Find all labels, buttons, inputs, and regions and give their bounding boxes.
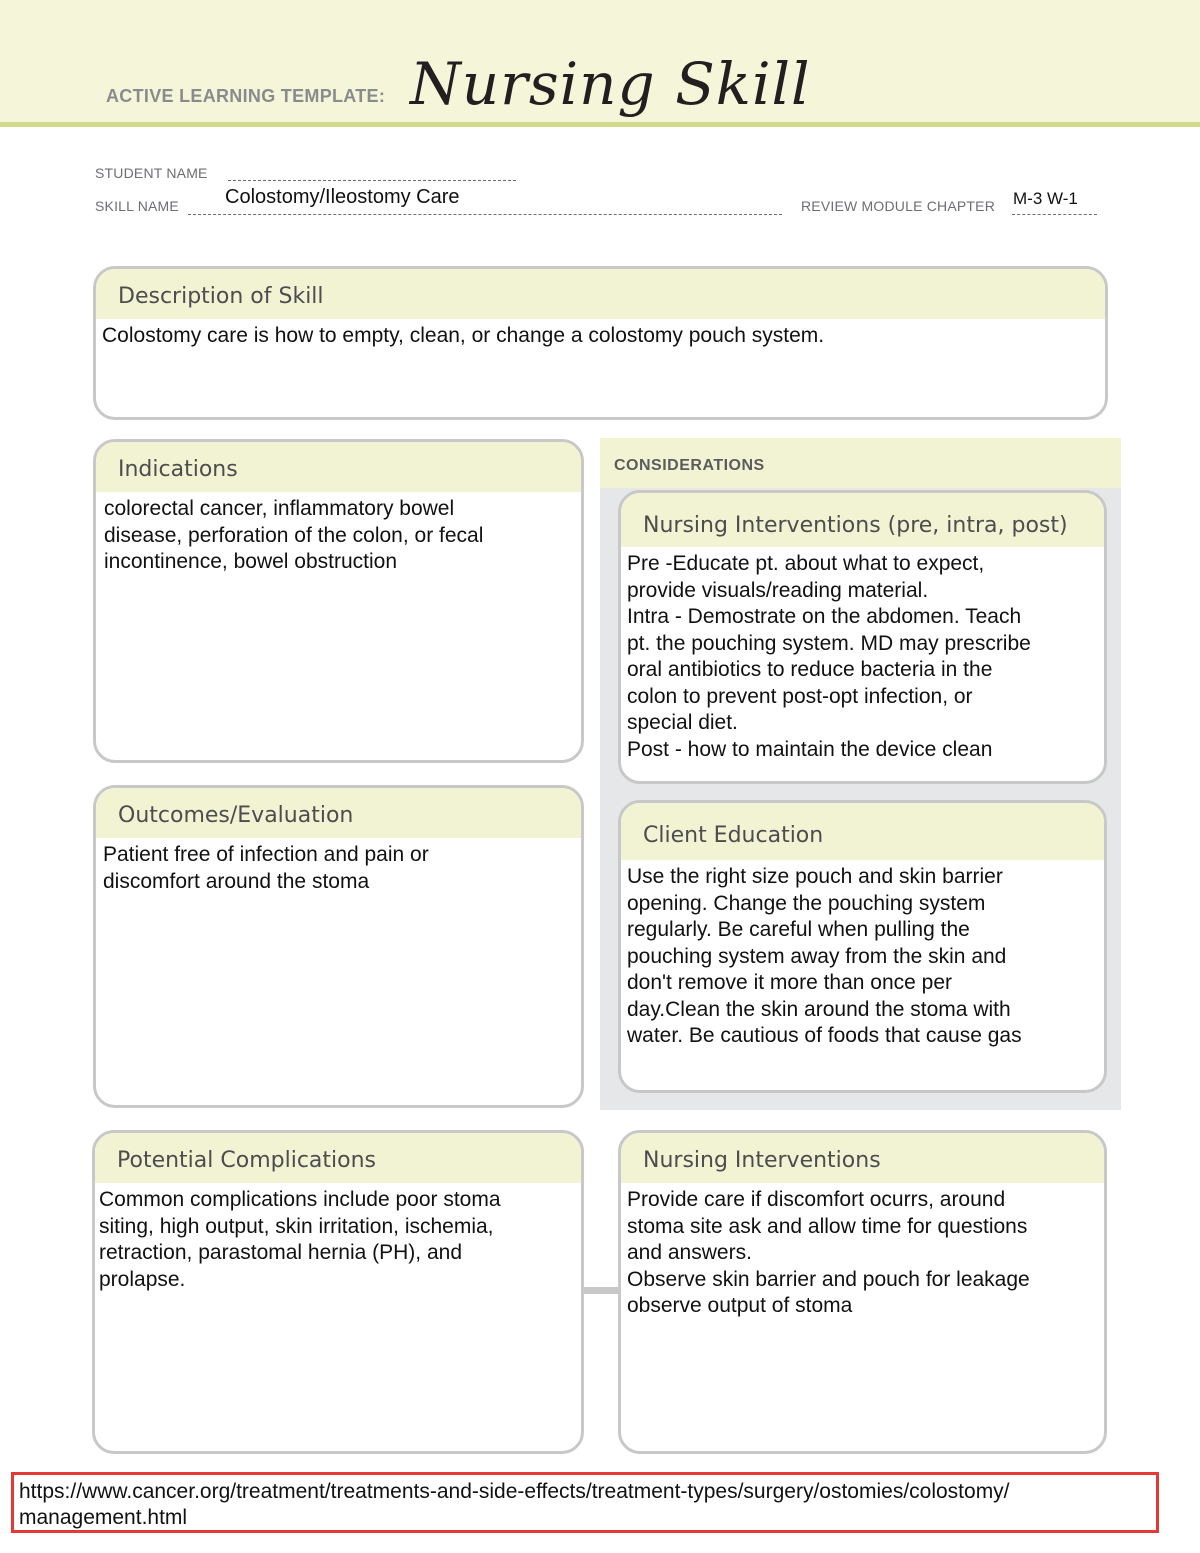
indications-heading: Indications (96, 442, 581, 492)
complications-line: prolapse. (99, 1267, 186, 1291)
indications-line: incontinence, bowel obstruction (104, 550, 398, 573)
reference-link-box[interactable] (11, 1472, 1159, 1533)
complications-box (92, 1130, 584, 1454)
nursing-interventions-heading: Nursing Interventions (621, 1133, 1104, 1183)
skill-name-value: Colostomy/Ileostomy Care (225, 186, 460, 208)
nursing-interventions-pio-line: Intra - Demostrate on the abdomen. Teach (627, 605, 1022, 628)
nursing-interventions-pio-line: oral antibiotics to reduce bacteria in the (627, 658, 993, 681)
indications-box (93, 439, 584, 763)
nursing-interventions-pio-line: provide visuals/reading material. (627, 578, 929, 602)
page-title: Nursing Skill (410, 50, 811, 118)
complications-line: retraction, parastomal hernia (PH), and (99, 1241, 462, 1264)
description-heading: Description of Skill (96, 269, 1105, 319)
nursing-interventions-pio-box (618, 490, 1107, 784)
review-module-value: M-3 W-1 (1013, 189, 1078, 208)
review-module-label: REVIEW MODULE CHAPTER (801, 198, 995, 214)
nursing-interventions-pio-line: Post - how to maintain the device clean (627, 737, 993, 761)
nursing-interventions-line: Observe skin barrier and pouch for leakage (627, 1267, 1030, 1291)
outcomes-line: discomfort around the stoma (103, 869, 370, 893)
client-education-line: don't remove it more than once per (627, 971, 953, 994)
client-education-line: Use the right size pouch and skin barrier (627, 865, 1003, 888)
page-header (0, 0, 1200, 127)
nursing-interventions-pio-line: colon to prevent post-opt infection, or (627, 684, 973, 708)
reference-link-line[interactable]: management.html (19, 1506, 188, 1529)
nursing-interventions-line: stoma site ask and allow time for questions (627, 1214, 1028, 1238)
template-label: ACTIVE LEARNING TEMPLATE: (106, 86, 386, 106)
nursing-interventions-pio-line: special diet. (627, 711, 738, 734)
skill-name-label: SKILL NAME (95, 198, 179, 214)
description-text: Colostomy care is how to empty, clean, or change a colostomy pouch system. (102, 324, 825, 347)
nursing-interventions-box (618, 1130, 1107, 1454)
client-education-line: opening. Change the pouching system (627, 891, 986, 915)
client-education-line: day.Clean the skin around the stoma with (627, 997, 1011, 1021)
outcomes-line: Patient free of infection and pain or (103, 843, 429, 866)
client-education-box (618, 800, 1107, 1093)
complications-line: Common complications include poor stoma (99, 1188, 501, 1211)
review-module-field[interactable] (1012, 214, 1097, 215)
complications-heading: Potential Complications (95, 1133, 581, 1183)
nursing-interventions-pio-line: Pre -Educate pt. about what to expect, (627, 552, 985, 575)
indications-line: colorectal cancer, inflammatory bowel (104, 497, 455, 520)
student-name-label: STUDENT NAME (95, 165, 208, 181)
indications-line: disease, perforation of the colon, or fecal (104, 523, 484, 547)
connector-bar (583, 1287, 621, 1294)
client-education-line: pouching system away from the skin and (627, 944, 1007, 968)
nursing-interventions-pio-heading: Nursing Interventions (pre, intra, post) (621, 493, 1104, 547)
nursing-interventions-pio-line: pt. the pouching system. MD may prescribe (627, 631, 1031, 655)
outcomes-heading: Outcomes/Evaluation (96, 788, 581, 838)
considerations-heading: CONSIDERATIONS (600, 438, 1121, 488)
description-box (93, 266, 1108, 420)
client-education-heading: Client Education (621, 803, 1104, 860)
student-name-field[interactable] (228, 180, 516, 181)
nursing-interventions-line: Provide care if discomfort ocurrs, around (627, 1188, 1006, 1211)
client-education-line: water. Be cautious of foods that cause gas (627, 1024, 1022, 1047)
reference-link-line[interactable]: https://www.cancer.org/treatment/treatments-and-side-effects/treatment-types/surgery/ostomies/colostomy/ (19, 1480, 1010, 1503)
client-education-line: regularly. Be careful when pulling the (627, 918, 970, 941)
outcomes-box (93, 785, 584, 1108)
nursing-interventions-line: and answers. (627, 1241, 752, 1264)
skill-name-field[interactable] (188, 214, 782, 215)
nursing-interventions-line: observe output of stoma (627, 1294, 853, 1317)
complications-line: siting, high output, skin irritation, ischemia, (99, 1214, 494, 1238)
